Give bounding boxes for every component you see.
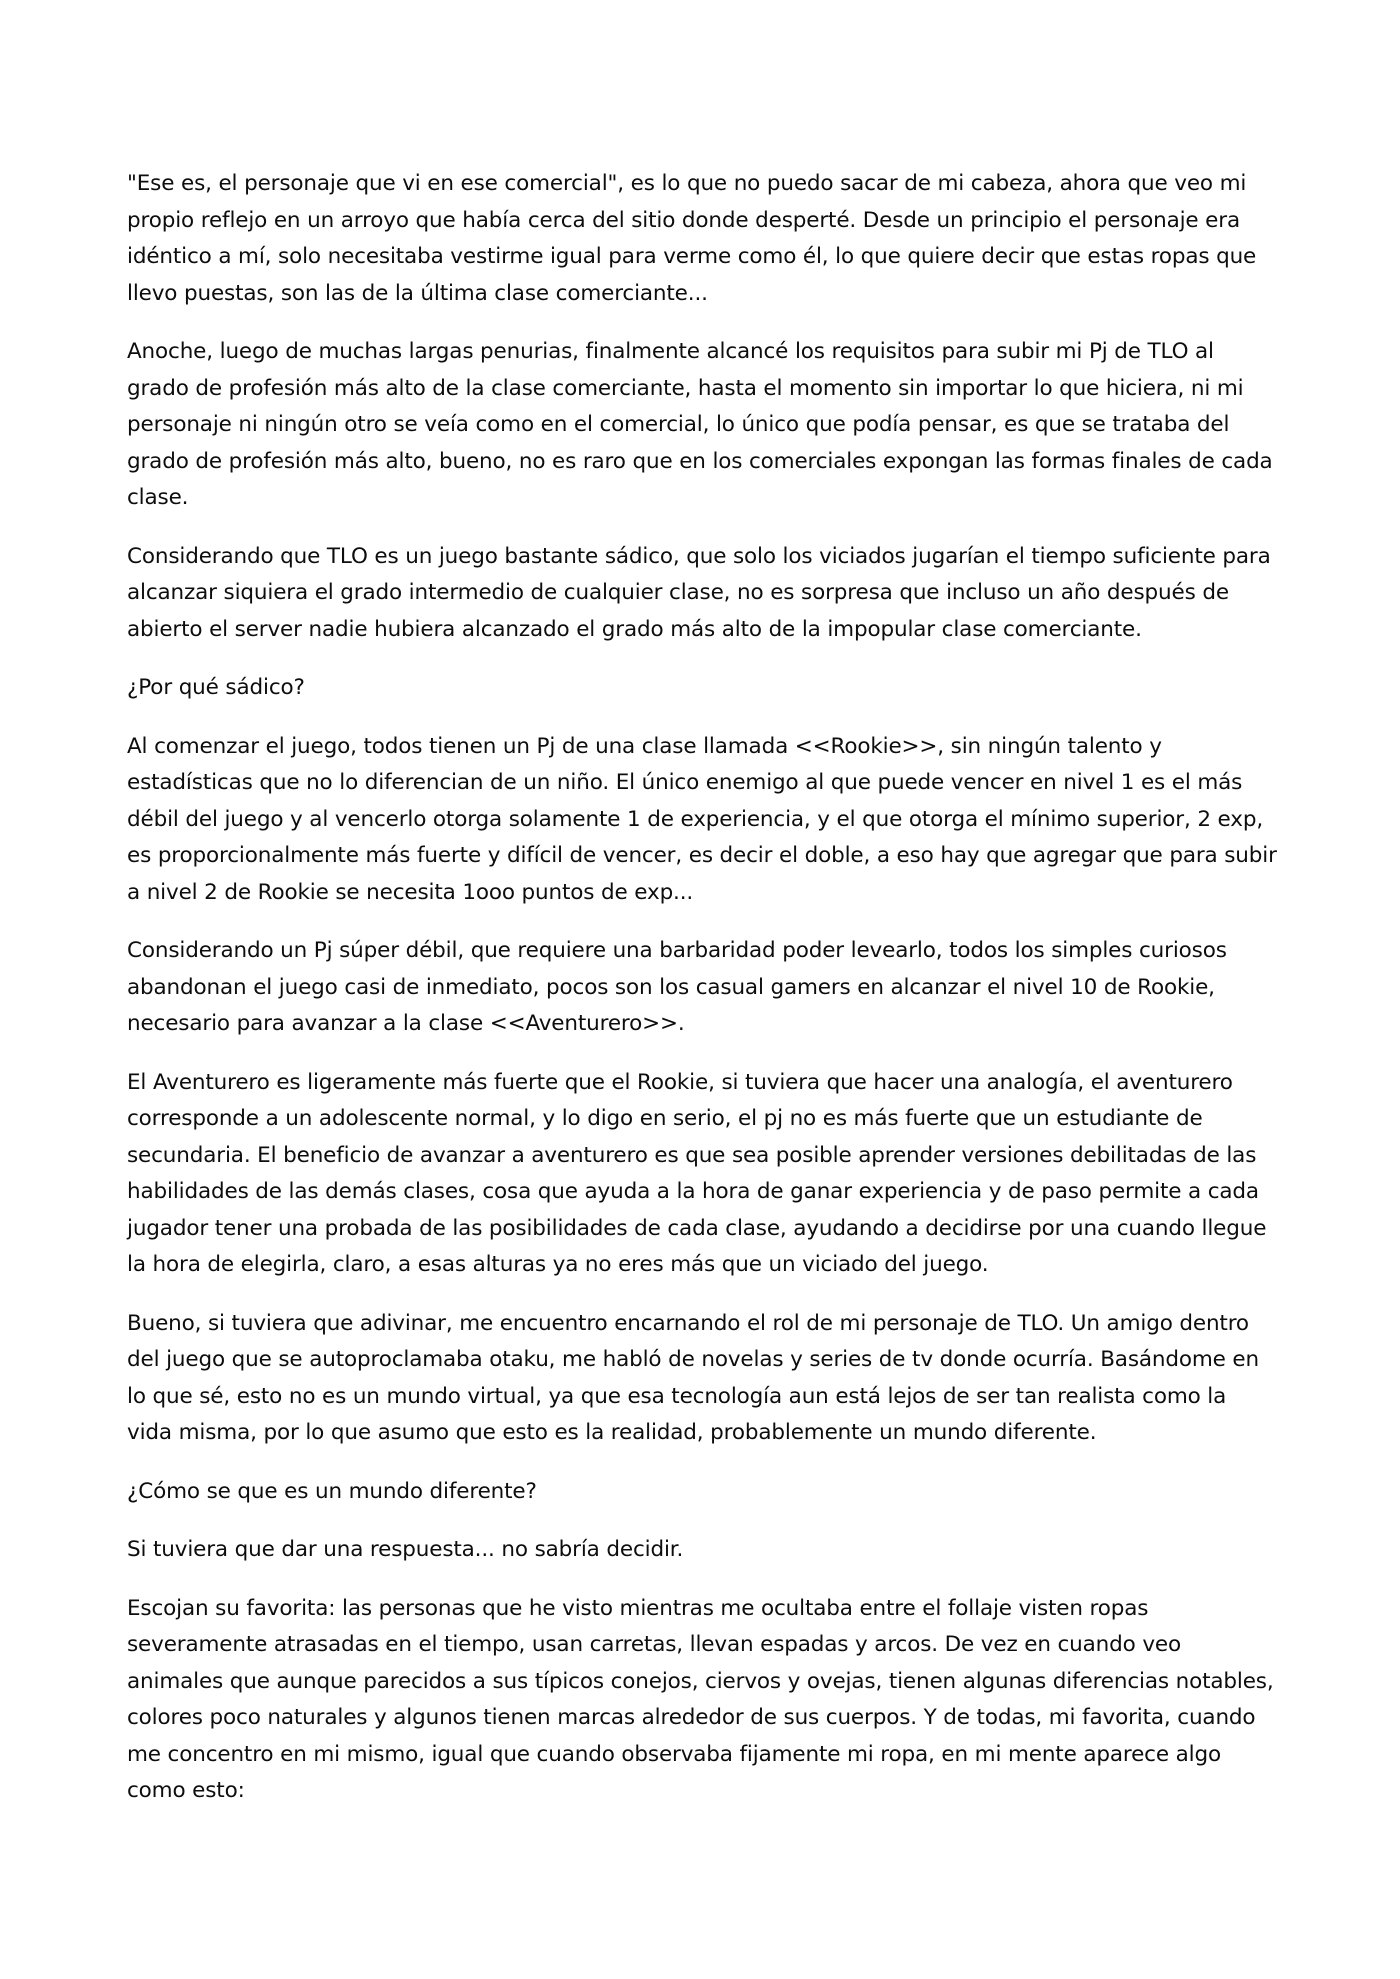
paragraph-4-question: ¿Por qué sádico? [127,675,305,700]
paragraph-6: Considerando un Pj súper débil, que requiere una barbaridad poder levearlo, todos los simples curiosos abandonan el juego casi de inmediato, pocos son los casual gamers en alcanzar el nivel 10 de Rookie, necesario para avanzar a la clase <<Aventurero>>. [127,938,1227,1036]
paragraph-1: "Ese es, el personaje que vi en ese comercial", es lo que no puedo sacar de mi cabeza, ahora que veo mi propio reflejo en un arroyo que había cerca del sitio donde desperté. Desde un principio el personaje era idéntico a mí, solo necesitaba vestirme igual para verme como él, lo que quiere decir que estas ropas que llevo puestas, son las de la última clase comerciante... [127,171,1257,306]
paragraph-10: Si tuviera que dar una respuesta... no sabría decidir. [127,1537,684,1562]
paragraph-8: Bueno, si tuviera que adivinar, me encuentro encarnando el rol de mi personaje de TLO. Un amigo dentro del juego que se autoproclamaba otaku, me habló de novelas y series de tv donde ocurría. Basándome en lo que sé, esto no es un mundo virtual, ya que esa tecnología aun está lejos de ser tan realista como la vida misma, por lo que asumo que esto es la realidad, probablemente un mundo diferente. [127,1310,1259,1445]
paragraph-5: Al comenzar el juego, todos tienen un Pj de una clase llamada <<Rookie>>, sin ningún talento y estadísticas que no lo diferencian de un niño. El único enemigo al que puede vencer en nivel 1 es el más débil del juego y al vencerlo otorga solamente 1 de experiencia, y el que otorga el mínimo superior, 2 exp, es proporcionalmente más fuerte y difícil de vencer, es decir el doble, a eso hay que agregar que para subir a nivel 2 de Rookie se necesita 1ooo puntos de exp... [127,733,1277,905]
paragraph-7: El Aventurero es ligeramente más fuerte que el Rookie, si tuviera que hacer una analogía, el aventurero corresponde a un adolescente normal, y lo digo en serio, el pj no es más fuerte que un estudiante de secundaria. El beneficio de avanzar a aventurero es que sea posible aprender versiones debilitadas de las habilidades de las demás clases, cosa que ayuda a la hora de ganar experiencia y de paso permite a cada jugador tener una probada de las posibilidades de cada clase, ayudando a decidirse por una cuando llegue la hora de elegirla, claro, a esas alturas ya no eres más que un viciado del juego. [127,1069,1267,1277]
paragraph-9-question: ¿Cómo se que es un mundo diferente? [127,1478,537,1504]
paragraph-3: Considerando que TLO es un juego bastante sádico, que solo los viciados jugarían el tiempo suficiente para alcanzar siquiera el grado intermedio de cualquier clase, no es sorpresa que incluso un año después de abierto el server nadie hubiera alcanzado el grado más alto de la impopular clase comerciante. [127,543,1271,642]
paragraph-11: Escojan su favorita: las personas que he visto mientras me ocultaba entre el follaje visten ropas severamente atrasadas en el tiempo, usan carretas, llevan espadas y arcos. De vez en cuando veo animales que aunque parecidos a sus típicos conejos, ciervos y ovejas, tienen algunas diferencias notables, colores poco naturales y algunos tienen marcas alrededor de sus cuerpos. Y de todas, mi favorita, cuando me concentro en mi mismo, igual que cuando observaba fijamente mi ropa, en mi mente aparece algo como esto: [127,1595,1274,1803]
document-body [127,166,1277,1832]
paragraph-2: Anoche, luego de muchas largas penurias, finalmente alcancé los requisitos para subir mi Pj de TLO al grado de profesión más alto de la clase comerciante, hasta el momento sin importar lo que hiciera, ni mi personaje ni ningún otro se veía como en el comercial, lo único que podía pensar, es que se trataba del grado de profesión más alto, bueno, no es raro que en los comerciales expongan las formas finales de cada clase. [127,339,1273,510]
